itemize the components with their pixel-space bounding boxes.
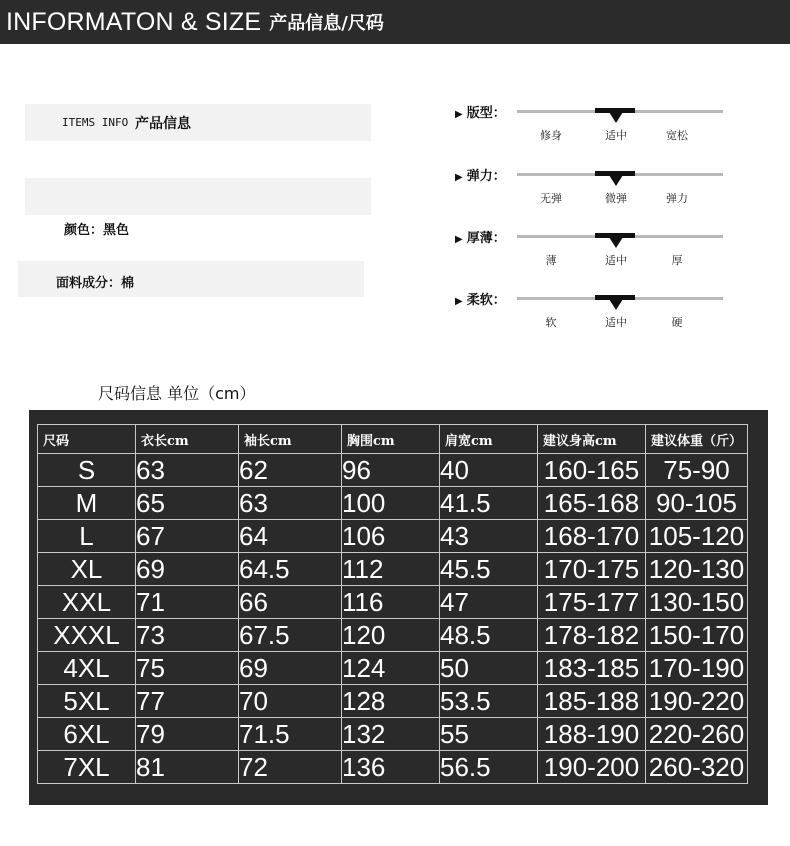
size-table <box>37 424 748 784</box>
table-row <box>38 652 748 685</box>
table-cell: 168-170 <box>538 520 646 553</box>
table-cell: 160-165 <box>538 454 646 487</box>
table-row <box>38 454 748 487</box>
attribute-label: ▶ 厚薄： <box>455 231 506 246</box>
items-info-label-cn: 产品信息 <box>135 116 191 132</box>
column-header: 胸围cm <box>342 425 440 454</box>
fabric-info: 面料成分：棉 <box>56 276 135 291</box>
table-cell: 165-168 <box>538 487 646 520</box>
table-cell: 69 <box>136 553 239 586</box>
table-cell: 67.5 <box>239 619 342 652</box>
table-cell: 175-177 <box>538 586 646 619</box>
table-cell: 72 <box>239 751 342 784</box>
table-cell: XXXL <box>38 619 136 652</box>
table-cell: 150-170 <box>646 619 748 652</box>
attribute-softness <box>455 293 735 340</box>
table-cell: 136 <box>342 751 440 784</box>
header-title-cn: 产品信息/尺码 <box>269 13 384 34</box>
table-cell: 4XL <box>38 652 136 685</box>
column-header: 建议身高cm <box>538 425 646 454</box>
triangle-right-icon: ▶ <box>455 109 463 120</box>
table-cell: 53.5 <box>440 685 538 718</box>
table-row <box>38 553 748 586</box>
pointer-down-icon <box>609 175 623 186</box>
table-cell: 178-182 <box>538 619 646 652</box>
column-header: 衣长cm <box>136 425 239 454</box>
table-cell: 70 <box>239 685 342 718</box>
table-cell: 190-200 <box>538 751 646 784</box>
table-row <box>38 619 748 652</box>
table-cell: 124 <box>342 652 440 685</box>
table-cell: 128 <box>342 685 440 718</box>
table-cell: M <box>38 487 136 520</box>
table-cell: 120 <box>342 619 440 652</box>
attribute-fit <box>455 106 735 153</box>
attribute-option: 修身 <box>540 129 562 142</box>
table-cell: 170-190 <box>646 652 748 685</box>
table-cell: 64.5 <box>239 553 342 586</box>
column-header: 建议体重（斤） <box>646 425 748 454</box>
info-blank-box <box>25 178 371 215</box>
header-title-en: INFORMATON & SIZE <box>6 7 262 36</box>
table-cell: 7XL <box>38 751 136 784</box>
table-cell: 77 <box>136 685 239 718</box>
table-cell: 75 <box>136 652 239 685</box>
triangle-right-icon: ▶ <box>455 172 463 183</box>
table-row <box>38 751 748 784</box>
table-cell: 65 <box>136 487 239 520</box>
table-cell: S <box>38 454 136 487</box>
table-cell: 67 <box>136 520 239 553</box>
table-cell: 130-150 <box>646 586 748 619</box>
attribute-option: 无弹 <box>540 192 562 205</box>
table-cell: 96 <box>342 454 440 487</box>
column-header: 袖长cm <box>239 425 342 454</box>
table-cell: 71 <box>136 586 239 619</box>
table-cell: 71.5 <box>239 718 342 751</box>
table-header-row <box>38 425 748 454</box>
table-cell: 260-320 <box>646 751 748 784</box>
table-cell: 106 <box>342 520 440 553</box>
table-cell: 90-105 <box>646 487 748 520</box>
size-table-title: 尺码信息 单位（cm） <box>98 384 256 403</box>
table-cell: 62 <box>239 454 342 487</box>
table-cell: 105-120 <box>646 520 748 553</box>
table-row <box>38 685 748 718</box>
fabric-info-box <box>18 261 364 297</box>
table-cell: 112 <box>342 553 440 586</box>
table-cell: 63 <box>136 454 239 487</box>
table-cell: 43 <box>440 520 538 553</box>
table-cell: 79 <box>136 718 239 751</box>
table-cell: 220-260 <box>646 718 748 751</box>
table-cell: 48.5 <box>440 619 538 652</box>
attribute-option-selected: 适中 <box>605 254 627 267</box>
table-row <box>38 520 748 553</box>
attribute-option-selected: 适中 <box>605 316 627 329</box>
attribute-elasticity <box>455 169 735 216</box>
attribute-option-selected: 适中 <box>605 129 627 142</box>
attribute-option: 厚 <box>671 254 683 267</box>
items-info-box <box>25 104 371 141</box>
size-table-frame <box>29 410 768 805</box>
page-header <box>0 0 790 44</box>
table-cell: 50 <box>440 652 538 685</box>
table-cell: XXL <box>38 586 136 619</box>
table-cell: 75-90 <box>646 454 748 487</box>
attribute-thickness <box>455 231 735 278</box>
table-cell: 170-175 <box>538 553 646 586</box>
attribute-option-selected: 微弹 <box>605 192 627 205</box>
table-cell: 64 <box>239 520 342 553</box>
triangle-right-icon: ▶ <box>455 296 463 307</box>
attribute-option: 薄 <box>545 254 557 267</box>
attribute-label: ▶ 弹力： <box>455 169 506 184</box>
table-cell: 69 <box>239 652 342 685</box>
attribute-label: ▶ 版型： <box>455 106 506 121</box>
table-cell: 183-185 <box>538 652 646 685</box>
table-cell: 73 <box>136 619 239 652</box>
table-cell: L <box>38 520 136 553</box>
table-row <box>38 586 748 619</box>
pointer-down-icon <box>609 112 623 123</box>
table-cell: 190-220 <box>646 685 748 718</box>
color-info: 颜色：黑色 <box>64 223 130 238</box>
table-cell: 5XL <box>38 685 136 718</box>
table-cell: 81 <box>136 751 239 784</box>
table-cell: 188-190 <box>538 718 646 751</box>
table-cell: 100 <box>342 487 440 520</box>
table-cell: 47 <box>440 586 538 619</box>
column-header: 肩宽cm <box>440 425 538 454</box>
attribute-option: 硬 <box>671 316 683 329</box>
pointer-down-icon <box>609 237 623 248</box>
pointer-down-icon <box>609 299 623 310</box>
table-cell: 120-130 <box>646 553 748 586</box>
table-cell: 45.5 <box>440 553 538 586</box>
attribute-option: 弹力 <box>666 192 688 205</box>
attribute-option: 宽松 <box>666 129 688 142</box>
table-cell: 132 <box>342 718 440 751</box>
table-cell: 41.5 <box>440 487 538 520</box>
items-info-label-en: ITEMS INFO <box>62 116 129 129</box>
attribute-option: 软 <box>545 316 557 329</box>
table-row <box>38 487 748 520</box>
table-row <box>38 718 748 751</box>
table-cell: 56.5 <box>440 751 538 784</box>
table-cell: 185-188 <box>538 685 646 718</box>
table-cell: XL <box>38 553 136 586</box>
table-cell: 55 <box>440 718 538 751</box>
table-cell: 40 <box>440 454 538 487</box>
attribute-label: ▶ 柔软： <box>455 293 506 308</box>
table-cell: 6XL <box>38 718 136 751</box>
table-cell: 63 <box>239 487 342 520</box>
table-cell: 116 <box>342 586 440 619</box>
triangle-right-icon: ▶ <box>455 234 463 245</box>
table-cell: 66 <box>239 586 342 619</box>
column-header: 尺码 <box>38 425 136 454</box>
